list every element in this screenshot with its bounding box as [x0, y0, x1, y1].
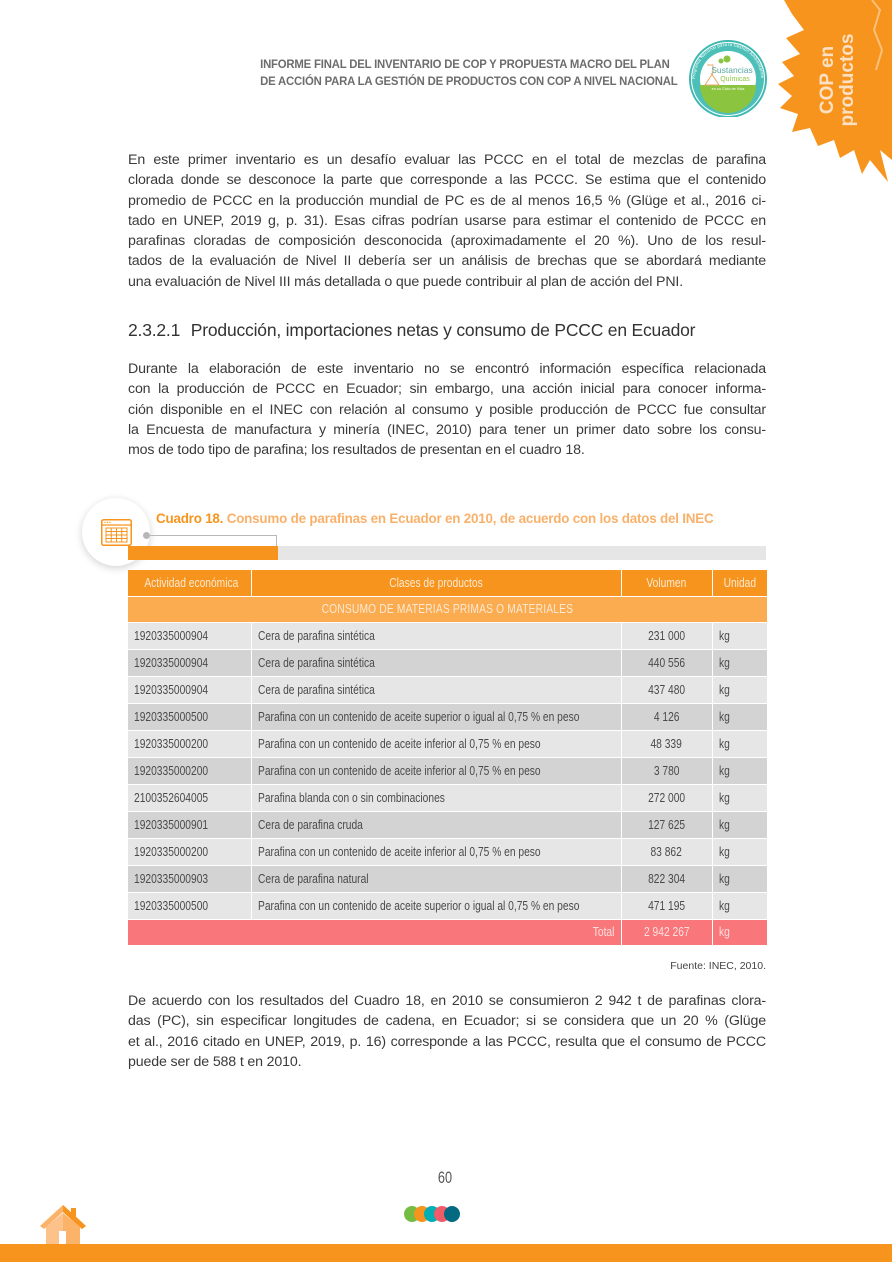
conclusion-paragraph [128, 991, 766, 1072]
total-label: Total [128, 919, 621, 945]
total-volume: 2 942 267 [621, 919, 712, 945]
table-row [128, 838, 767, 865]
paraffin-consumption-table [128, 570, 767, 946]
logo-arc-text: Programa Nacional para la Gestión Ambientalme [690, 41, 766, 80]
paragraph-line: clorada donde se desconoce la parte que corresponde a las PCCC. Se estima que el contenido [128, 172, 766, 189]
cell-clase: Parafina blanda con o sin combinaciones [251, 784, 621, 811]
cell-unidad: kg [712, 757, 767, 784]
cell-clase: Parafina con un contenido de aceite inferior al 0,75 % en peso [251, 757, 621, 784]
column-header-clases: Clases de productos [251, 570, 621, 596]
paragraph-line: con la producción de PCCC en Ecuador; sin embargo, una acción inicial para conocer informa- [128, 381, 766, 398]
paragraph-line: parafinas cloradas de composición desconocida (aproximadamente el 20 %). Uno de los resul- [128, 233, 766, 250]
cell-clase: Cera de parafina cruda [251, 811, 621, 838]
cell-volumen: 822 304 [621, 865, 712, 892]
paragraph-line: En este primer inventario es un desafío evaluar las PCCC en el total de mezclas de parafina [128, 152, 766, 168]
cell-actividad: 1920335000904 [128, 676, 251, 703]
intro-paragraph [128, 150, 766, 292]
table-row [128, 622, 767, 649]
cuadro-label: Cuadro 18. [156, 511, 224, 526]
document-header-title [260, 56, 678, 90]
cell-unidad: kg [712, 649, 767, 676]
cuadro-caption [156, 511, 713, 526]
cell-volumen: 471 195 [621, 892, 712, 919]
cell-clase: Parafina con un contenido de aceite superior o igual al 0,75 % en peso [251, 703, 621, 730]
paragraph-line: tado en UNEP, 2019 g, p. 31). Esas cifras podrían usarse para estimar el contenido de PCCC en [128, 212, 766, 229]
cell-clase: Cera de parafina sintética [251, 649, 621, 676]
table-row [128, 784, 767, 811]
column-header-unidad: Unidad [712, 570, 767, 596]
table-row [128, 649, 767, 676]
paragraph-line: puede ser de 588 t en 2010. [128, 1053, 302, 1070]
cell-actividad: 1920335000901 [128, 811, 251, 838]
cell-unidad: kg [712, 865, 767, 892]
cell-unidad: kg [712, 838, 767, 865]
table-row [128, 892, 767, 919]
paragraph-line: De acuerdo con los resultados del Cuadro 18, en 2010 se consumieron 2 942 t de parafinas clora- [128, 993, 766, 1009]
cell-volumen: 127 625 [621, 811, 712, 838]
total-row [128, 919, 767, 945]
cell-unidad: kg [712, 703, 767, 730]
color-dot [444, 1206, 460, 1222]
cell-actividad: 1920335000904 [128, 649, 251, 676]
paragraph-line: mos de todo tipo de parafina; los resultados de presentan en el cuadro 18. [128, 442, 585, 459]
home-icon[interactable] [38, 1205, 88, 1245]
paragraph-line: ción disponible en el INEC con relación al consumo y posible producción de PCCC fue consultar [128, 401, 766, 418]
cell-actividad: 1920335000904 [128, 622, 251, 649]
table-row [128, 676, 767, 703]
logo-name-line-1: Sustancias [711, 65, 753, 75]
caption-bar-accent [128, 546, 278, 560]
page-number: 60 [437, 1168, 453, 1187]
cell-unidad: kg [712, 676, 767, 703]
cell-unidad: kg [712, 892, 767, 919]
cell-actividad: 1920335000200 [128, 757, 251, 784]
cuadro-title: Consumo de parafinas en Ecuador en 2010, de acuerdo con los datos del INEC [226, 511, 714, 526]
cell-unidad: kg [712, 622, 767, 649]
section-title: Producción, importaciones netas y consumo de PCCC en Ecuador [190, 320, 696, 340]
cell-unidad: kg [712, 811, 767, 838]
section-paragraph [128, 359, 766, 460]
cell-unidad: kg [712, 730, 767, 757]
table-row [128, 757, 767, 784]
section-heading [128, 320, 695, 341]
total-unit: kg [712, 919, 767, 945]
paragraph-line: Durante la elaboración de este inventario no se encontró información específica relacionada [128, 361, 766, 377]
color-dots [404, 1206, 454, 1222]
section-side-label [806, 30, 870, 130]
header-title-line-2: DE ACCIÓN PARA LA GESTIÓN DE PRODUCTOS CON COP A NIVEL NACIONAL [260, 74, 678, 88]
paragraph-line: una evaluación de Nivel III más detallada o que puede contribuir al plan de acción del PNI. [128, 273, 684, 290]
cell-actividad: 2100352604005 [128, 784, 251, 811]
column-header-volumen: Volumen [621, 570, 712, 596]
bottom-accent-bar [0, 1244, 892, 1262]
table-row [128, 730, 767, 757]
table-source-note: Fuente: INEC, 2010. [670, 960, 766, 972]
logo-tagline: en su Ciclo de Vida [711, 87, 745, 91]
cell-clase: Parafina con un contenido de aceite inferior al 0,75 % en peso [251, 730, 621, 757]
header-title-line-1: INFORME FINAL DEL INVENTARIO DE COP Y PROPUESTA MACRO DEL PLAN [260, 57, 670, 71]
category-label: CONSUMO DE MATERIAS PRIMAS O MATERIALES [128, 596, 767, 622]
cell-actividad: 1920335000500 [128, 892, 251, 919]
table-header-row [128, 570, 767, 596]
cell-volumen: 48 339 [621, 730, 712, 757]
cell-clase: Cera de parafina sintética [251, 622, 621, 649]
logo-name-line-2: Químicas [720, 76, 750, 83]
cell-clase: Cera de parafina sintética [251, 676, 621, 703]
cell-actividad: 1920335000200 [128, 838, 251, 865]
paragraph-line: la Encuesta de manufactura y minería (INEC, 2010) para tener un primer dato sobre los consu- [128, 421, 766, 438]
cell-volumen: 83 862 [621, 838, 712, 865]
cell-volumen: 3 780 [621, 757, 712, 784]
paragraph-line: das (PC), sin especificar longitudes de cadena, en Ecuador; si se considera que un 20 % (Glüge [128, 1013, 766, 1030]
cell-actividad: 1920335000200 [128, 730, 251, 757]
cell-volumen: 440 556 [621, 649, 712, 676]
table-row [128, 811, 767, 838]
section-number: 2.3.2.1 [128, 320, 181, 340]
side-label-line-1: COP en [817, 45, 838, 115]
column-header-actividad: Actividad económica [128, 570, 251, 596]
cell-volumen: 437 480 [621, 676, 712, 703]
sustancias-quimicas-logo [683, 37, 773, 117]
table-grid-icon [101, 519, 132, 546]
cell-volumen: 231 000 [621, 622, 712, 649]
table-row [128, 865, 767, 892]
side-label-line-2: productos [837, 33, 858, 127]
cell-unidad: kg [712, 784, 767, 811]
category-row [128, 596, 767, 622]
cell-volumen: 272 000 [621, 784, 712, 811]
paragraph-line: tados de la evaluación de Nivel II debería ser un análisis de brechas que se abordará mediante [128, 253, 766, 270]
cell-clase: Cera de parafina natural [251, 865, 621, 892]
table-row [128, 703, 767, 730]
cell-actividad: 1920335000903 [128, 865, 251, 892]
paragraph-line: et al., 2016 citado en UNEP, 2019, p. 16) corresponde a las PCCC, resulta que el consumo de PCCC [128, 1033, 766, 1050]
cell-volumen: 4 126 [621, 703, 712, 730]
cell-actividad: 1920335000500 [128, 703, 251, 730]
cell-clase: Parafina con un contenido de aceite superior o igual al 0,75 % en peso [251, 892, 621, 919]
caption-connector-dot [143, 532, 150, 539]
cell-clase: Parafina con un contenido de aceite inferior al 0,75 % en peso [251, 838, 621, 865]
paragraph-line: promedio de PCCC en la producción mundial de PC es de al menos 16,5 % (Glüge et al., 2016 ci- [128, 192, 766, 209]
